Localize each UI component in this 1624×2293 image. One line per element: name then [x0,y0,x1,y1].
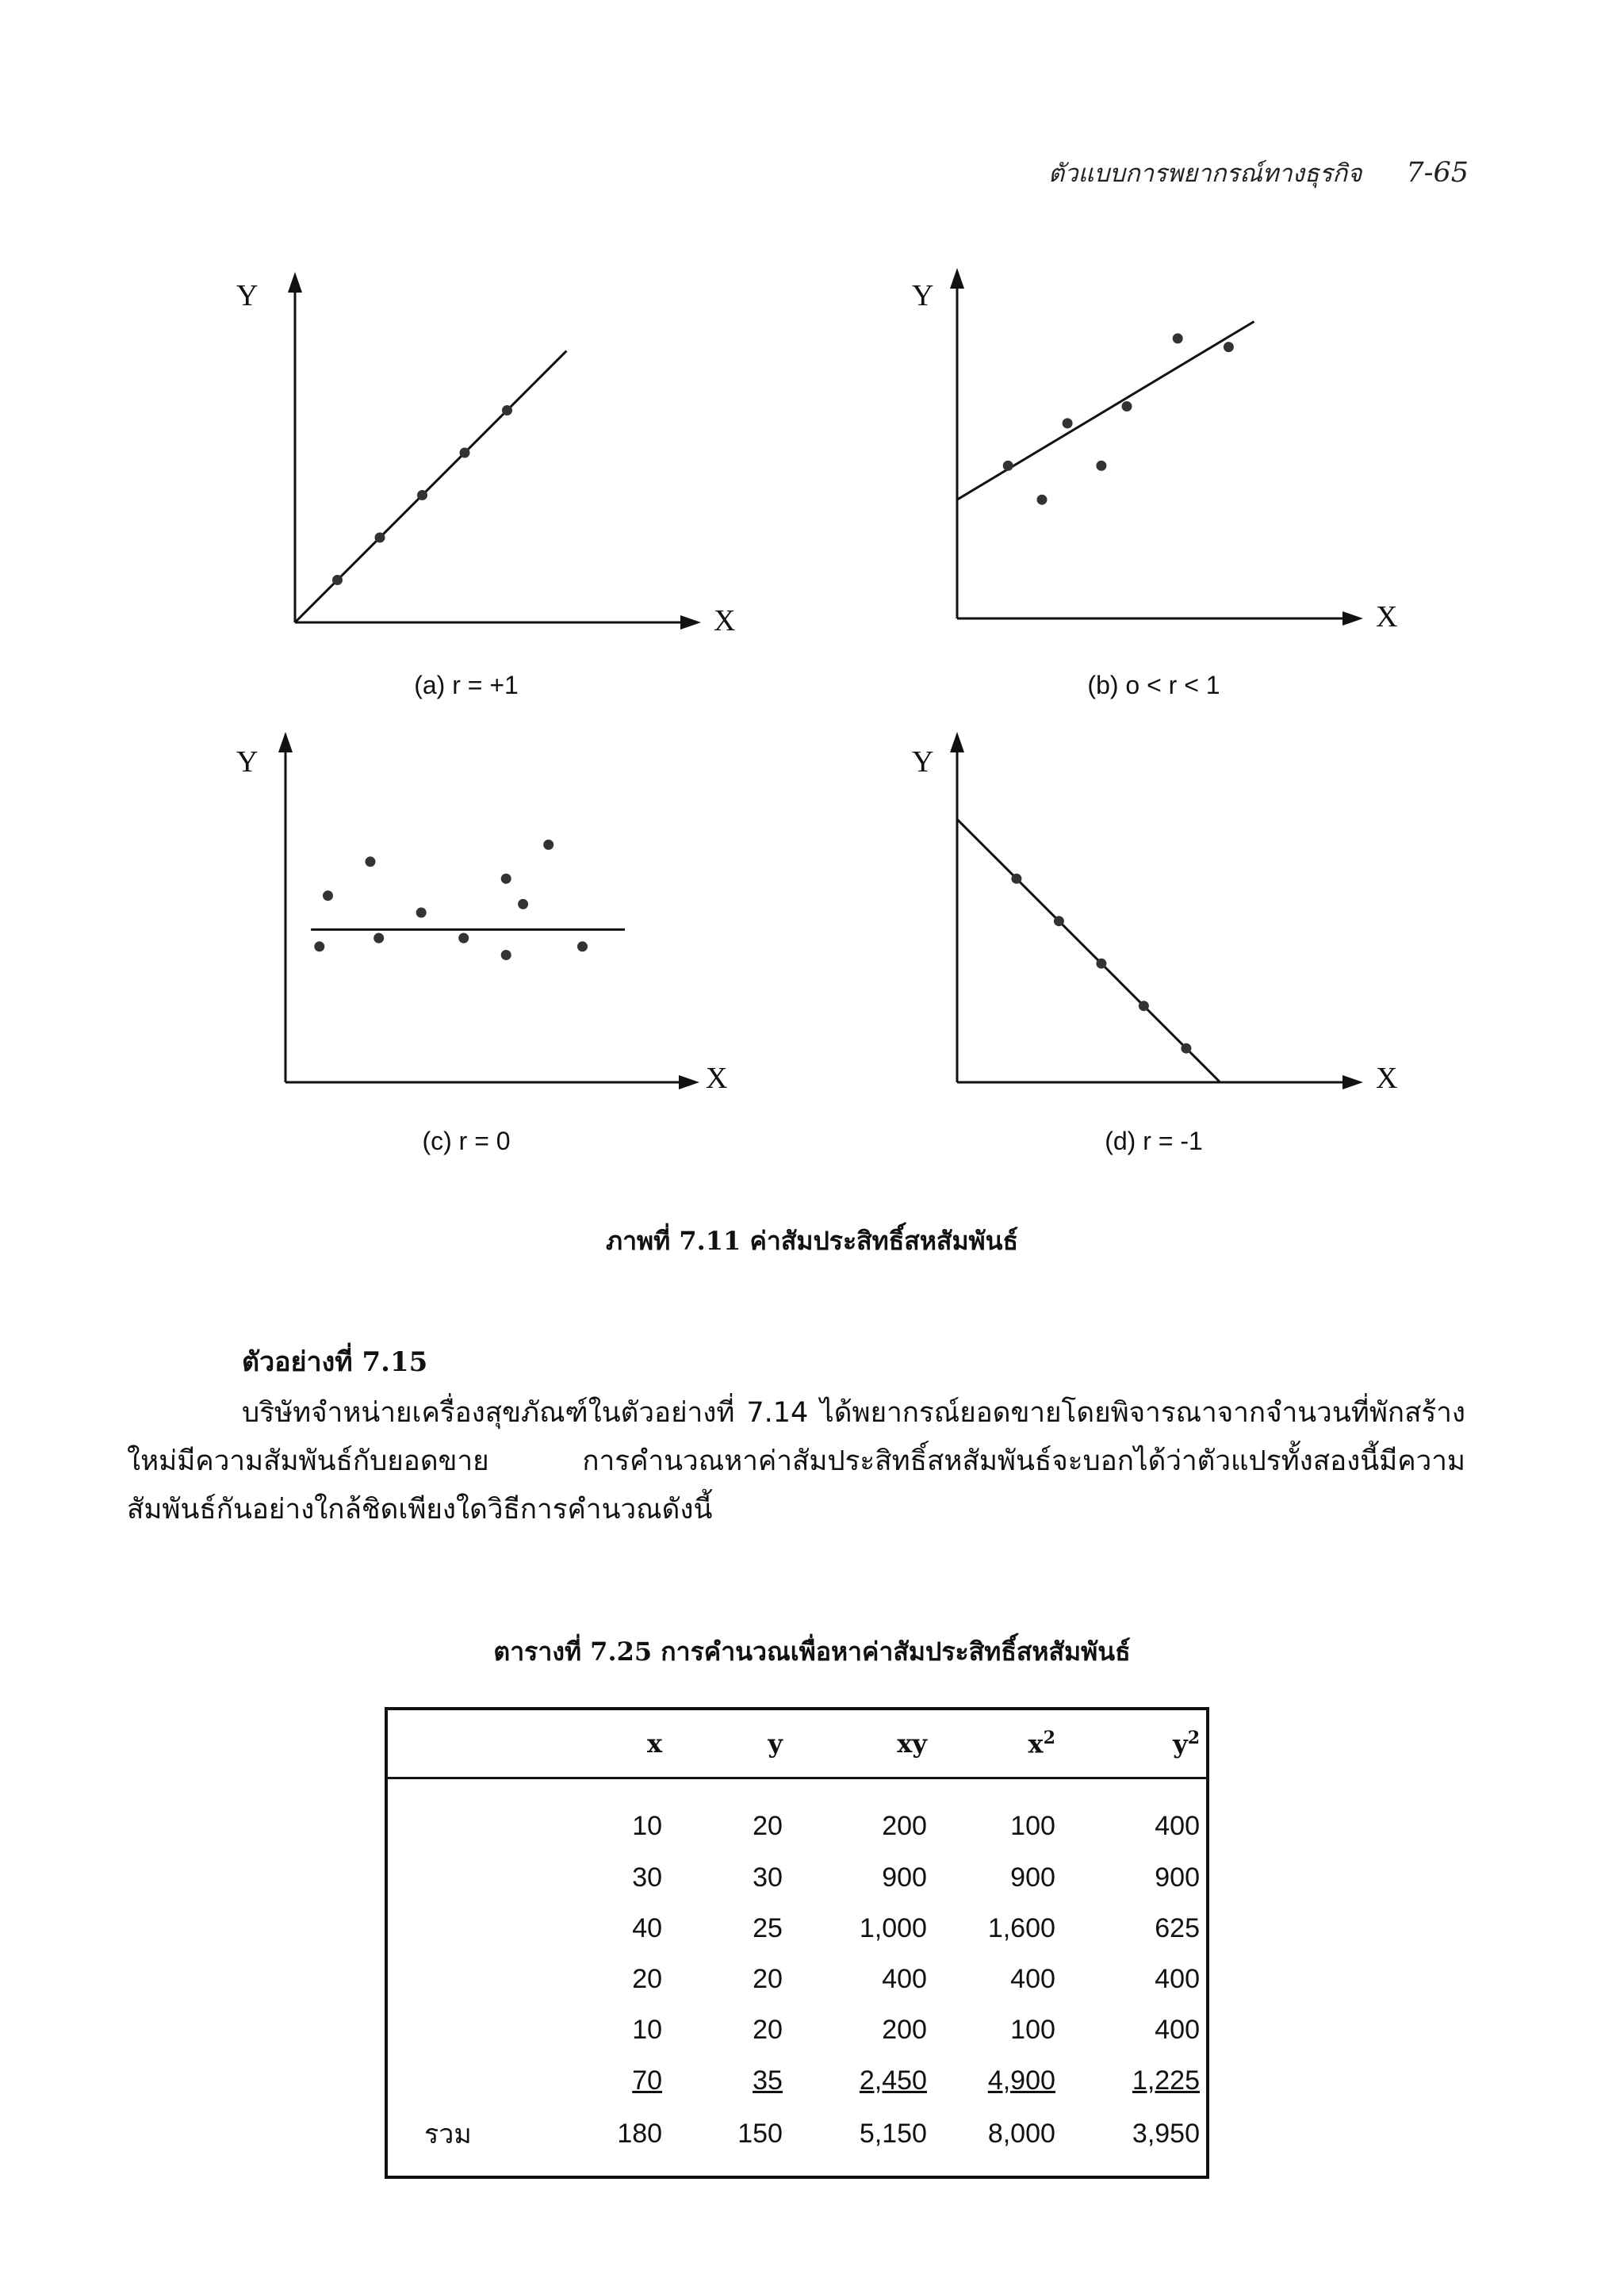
table-cell: 900 [882,1862,927,1893]
row-label [386,1852,560,1903]
trend-line [957,322,1254,500]
x-axis-arrow [680,615,701,630]
panel-a [236,272,735,699]
table-cell: 20 [753,1810,783,1841]
y-axis-arrow [288,272,302,293]
table-cell: 1,600 [987,1912,1055,1943]
panel-caption: (b) o < r < 1 [1087,671,1220,699]
y-axis-label: Y [912,279,934,312]
header-y: y [668,1709,789,1778]
data-point [417,490,427,500]
row-label [386,2055,560,2106]
table-cell: 20 [753,1963,783,1994]
table-cell: 30 [753,1862,783,1893]
panel-caption: (c) r = 0 [422,1127,511,1155]
data-point [501,874,511,884]
table-cell: 25 [753,1912,783,1943]
data-point [1122,401,1132,412]
x-axis-label: X [1376,1062,1398,1095]
table-cell: 8,000 [987,2118,1055,2149]
data-point [543,840,553,850]
table-row [386,2055,1208,2106]
data-point [577,941,588,951]
table-cell: 40 [632,1912,663,1943]
example-body: บริษัทจำหน่ายเครื่องสุขภัณฑ์ในตัวอย่างที่ 7.14 ได้พยากรณ์ยอดขายโดยพิจารณาจากจำนวนที่พักสร้างใหม่มีความสัมพันธ์กับยอดขาย การคำนวณหาค่าสัมประสิทธิ์สหสัมพันธ์จะบอกได้ว่าตัวแปรทั้งสองนี้มีความสัมพันธ์กันอย่างใกล้ชิดเพียงใดวิธีการคำนวณดังนี้ [127,1397,1465,1525]
total-row [386,2106,1208,2177]
table-cell: 180 [617,2118,663,2149]
y-axis-arrow [950,732,964,752]
table-cell: 2,450 [859,2065,927,2096]
table-cell: 5,150 [859,2118,927,2149]
table-cell: 1,000 [859,1912,927,1943]
data-point [375,533,385,543]
table-cell: 400 [1155,1810,1200,1841]
row-label [386,2004,560,2055]
data-point [518,899,528,909]
header-x: x [560,1709,668,1778]
table-cell: 10 [632,2014,663,2045]
data-point [460,448,470,458]
table-cell: 400 [1155,2014,1200,2045]
table-cell: 10 [632,1810,663,1841]
data-point [314,941,324,951]
x-axis-arrow [679,1075,699,1089]
y-axis-arrow [278,732,293,752]
header-label [386,1709,560,1778]
table-cell: 20 [753,2014,783,2045]
data-point [323,890,333,901]
x-axis-label: X [1376,600,1398,634]
example-title: ตัวอย่างที่ 7.15 [242,1346,428,1378]
figure-caption: ภาพที่ 7.11 ค่าสัมประสิทธิ์สหสัมพันธ์ [605,1226,1019,1256]
row-label [386,1903,560,1954]
y-axis-label: Y [236,745,259,779]
x-axis-label: X [706,1062,728,1095]
table-title: ตารางที่ 7.25 การคำนวณเพื่อหาค่าสัมประสิทธิ์สหสัมพันธ์ [493,1636,1131,1667]
data-point [1037,495,1048,505]
table-cell: 70 [632,2065,663,2096]
data-point [416,908,427,918]
row-label: รวม [424,2119,472,2149]
table-row [386,1852,1208,1903]
trend-line [957,819,1220,1082]
table-row [386,2004,1208,2055]
data-point [458,933,469,944]
table-cell: 3,950 [1132,2118,1200,2149]
table-cell: 900 [1155,1862,1200,1893]
data-point [1011,874,1021,884]
data-point [1139,1001,1149,1011]
table-cell: 30 [632,1862,663,1893]
data-point [1224,342,1234,352]
page-number: 7-65 [1406,157,1469,189]
panel-caption: (a) r = +1 [414,671,519,699]
data-point [1181,1043,1191,1054]
panel-caption: (d) r = -1 [1105,1127,1203,1155]
table-cell: 20 [632,1963,663,1994]
panel-c [236,732,727,1155]
x-axis-arrow [1342,1075,1363,1089]
table-header-row [386,1709,1208,1778]
panel-b [912,268,1397,699]
row-label [386,1778,560,1853]
header-xy: xy [789,1709,933,1778]
table-cell: 100 [1010,2014,1055,2045]
table-cell: 1,225 [1132,2065,1200,2096]
data-point [501,950,511,960]
table-cell: 200 [882,2014,927,2045]
table-cell: 4,900 [987,2065,1055,2096]
data-point [1054,916,1064,926]
table-cell: 625 [1155,1912,1200,1943]
table-cell: 200 [882,1810,927,1841]
data-point [1063,418,1073,428]
y-axis-label: Y [236,279,259,312]
table-cell: 400 [882,1963,927,1994]
x-axis-arrow [1342,611,1363,626]
data-point [1096,461,1106,471]
header-x-squared: $x^2$ [933,1709,1062,1778]
calculation-table [385,1707,1209,2179]
table-cell: 100 [1010,1810,1055,1841]
data-point [373,933,384,944]
table-cell: 400 [1155,1963,1200,1994]
header-y-squared: $y^2$ [1062,1709,1208,1778]
data-point [332,575,343,585]
table-cell: 400 [1010,1963,1055,1994]
data-point [1003,461,1013,471]
table-row [386,1778,1208,1853]
table-cell: 150 [737,2118,783,2149]
table-cell: 900 [1010,1862,1055,1893]
row-label [386,1954,560,2004]
running-title: ตัวแบบการพยากรณ์ทางธุรกิจ [1048,159,1362,188]
data-point [1173,333,1183,343]
x-axis-label: X [714,604,736,637]
panel-d [912,732,1397,1155]
table-row [386,1903,1208,1954]
data-point [502,405,512,415]
y-axis-label: Y [912,745,934,779]
table-row [386,1954,1208,2004]
data-point [366,856,376,867]
table-cell: 35 [753,2065,783,2096]
data-point [1096,959,1106,969]
y-axis-arrow [950,268,964,289]
